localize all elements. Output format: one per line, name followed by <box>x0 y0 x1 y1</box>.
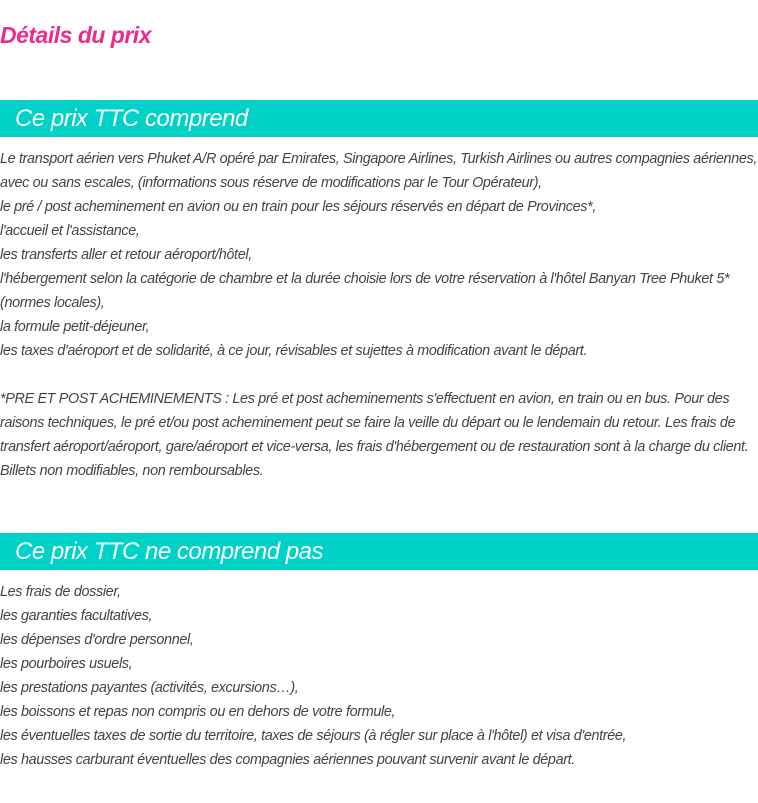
includes-item: Le transport aérien vers Phuket A/R opéré par Emirates, Singapore Airlines, Turkish Airlines ou autres compagnies aériennes, avec ou sans escales, (informations sous réserve de modifications par le Tour Opérateur), <box>0 151 758 191</box>
includes-item: le pré / post acheminement en avion ou en train pour les séjours réservés en départ de Provinces*, <box>0 199 597 215</box>
excludes-item: Les frais de dossier, <box>0 584 121 600</box>
transfer-note-text: *PRE ET POST ACHEMINEMENTS : Les pré et post acheminements s'effectuent en avion, en train ou en bus. Pour des raisons techniques, le pré et/ou post acheminement peut se faire la veille du départ ou le lendemain du retour. Les frais de transfert aéroport/aéroport, gare/aéroport et vice-versa, les frais d'hébergement ou de restauration sont à la charge du client. Billets non modifiables, non remboursables. <box>0 391 749 479</box>
excludes-list <box>0 580 758 772</box>
excludes-item: les garanties facultatives, <box>0 608 153 624</box>
page-title: Détails du prix <box>0 22 151 48</box>
excludes-section-header <box>0 533 758 570</box>
excludes-item: les pourboires usuels, <box>0 656 133 672</box>
excludes-item: les boissons et repas non compris ou en dehors de votre formule, <box>0 704 396 720</box>
includes-section-header <box>0 100 758 137</box>
includes-item: la formule petit-déjeuner, <box>0 319 150 335</box>
includes-heading: Ce prix TTC comprend <box>15 105 248 132</box>
excludes-item: les prestations payantes (activités, excursions…), <box>0 680 299 696</box>
excludes-item: les dépenses d'ordre personnel, <box>0 632 194 648</box>
excludes-heading: Ce prix TTC ne comprend pas <box>15 538 323 565</box>
excludes-item: les éventuelles taxes de sortie du territoire, taxes de séjours (à régler sur place à l'hôtel) et visa d'entrée, <box>0 728 627 744</box>
excludes-item: les hausses carburant éventuelles des compagnies aériennes pouvant survenir avant le départ. <box>0 752 575 768</box>
includes-item: les taxes d'aéroport et de solidarité, à ce jour, révisables et sujettes à modification avant le départ. <box>0 343 588 359</box>
includes-item: l'hébergement selon la catégorie de chambre et la durée choisie lors de votre réservation à l'hôtel Banyan Tree Phuket 5* (normes locales), <box>0 271 730 311</box>
includes-list <box>0 147 758 363</box>
includes-item: l'accueil et l'assistance, <box>0 223 140 239</box>
includes-item: les transferts aller et retour aéroport/hôtel, <box>0 247 252 263</box>
transfer-note <box>0 387 758 483</box>
